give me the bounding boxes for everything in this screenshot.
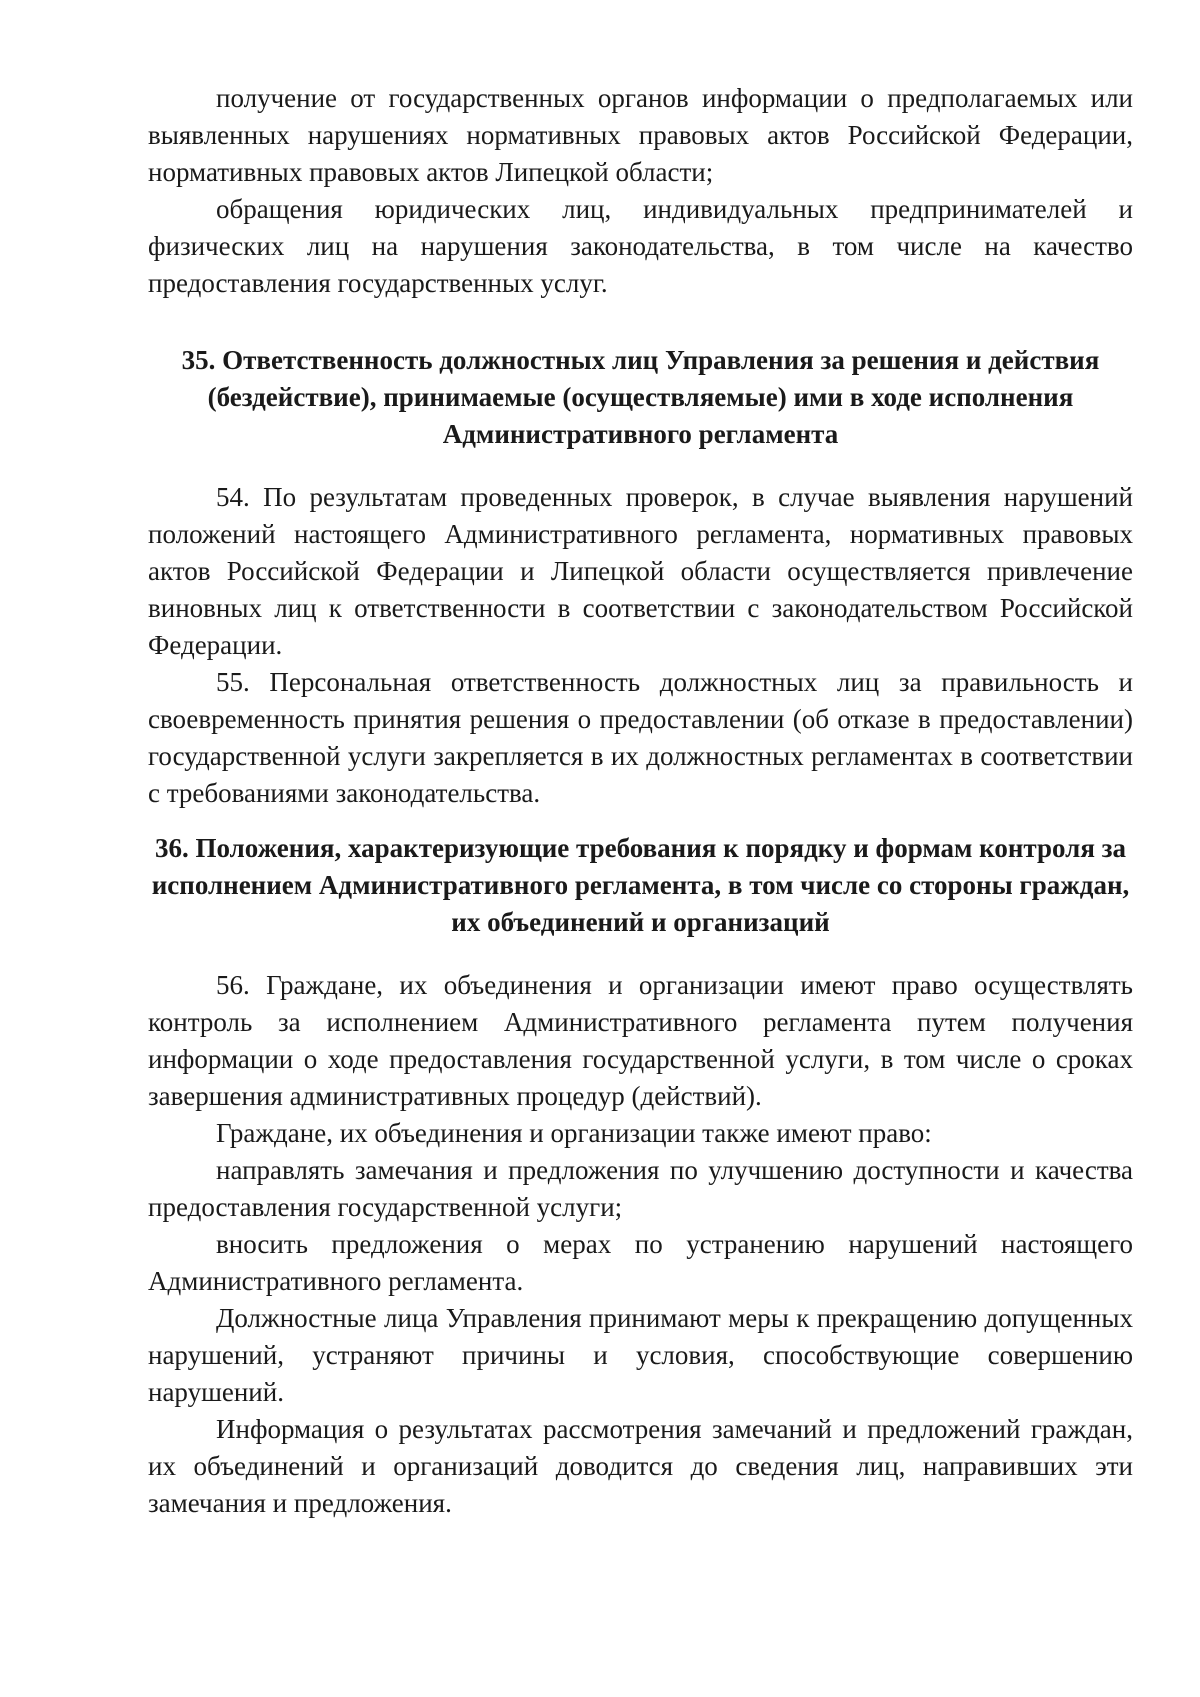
paragraph-officials-measures: Должностные лица Управления принимают меры к прекращению допущенных нарушений, устраняют причины и условия, способствующие совершению нарушений.	[148, 1303, 1133, 1407]
section-heading-35: 35. Ответственность должностных лиц Управления за решения и действия (бездействие), принимаемые (осуществляемые) ими в ходе исполнения Административного регламента	[181, 345, 1100, 449]
paragraph-send-remarks: направлять замечания и предложения по улучшению доступности и качества предоставления государственной услуги;	[148, 1155, 1133, 1222]
section-heading-36: 36. Положения, характеризующие требования к порядку и формам контроля за исполнением Административного регламента, в том числе со стороны граждан, их объединений и организаций	[151, 833, 1130, 937]
paragraph-appeals: обращения юридических лиц, индивидуальных предпринимателей и физических лиц на нарушения законодательства, в том числе на качество предоставления государственных услуг.	[148, 194, 1133, 298]
paragraph-citizens-rights: Граждане, их объединения и организации также имеют право:	[216, 1118, 932, 1148]
document-body	[148, 80, 1133, 1522]
paragraph-results-info: Информация о результатах рассмотрения замечаний и предложений граждан, их объединений и организаций доводится до сведения лиц, направивших эти замечания и предложения.	[148, 1414, 1133, 1518]
paragraph-submit-proposals: вносить предложения о мерах по устранению нарушений настоящего Административного регламента.	[148, 1229, 1133, 1296]
paragraph-54: 54. По результатам проведенных проверок, в случае выявления нарушений положений настоящего Административного регламента, нормативных правовых актов Российской Федерации и Липецкой области осуществляется привлечение виновных лиц к ответственности в соответствии с законодательством Российской Федерации.	[148, 482, 1133, 660]
paragraph-info-from-state-bodies: получение от государственных органов информации о предполагаемых или выявленных нарушениях нормативных правовых актов Российской Федерации, нормативных правовых актов Липецкой области;	[148, 83, 1133, 187]
paragraph-55: 55. Персональная ответственность должностных лиц за правильность и своевременность принятия решения о предоставлении (об отказе в предоставлении) государственной услуги закрепляется в их должностных регламентах в соответствии с требованиями законодательства.	[148, 667, 1133, 808]
paragraph-56: 56. Граждане, их объединения и организации имеют право осуществлять контроль за исполнением Административного регламента путем получения информации о ходе предоставления государственной услуги, в том числе о сроках завершения административных процедур (действий).	[148, 970, 1133, 1111]
